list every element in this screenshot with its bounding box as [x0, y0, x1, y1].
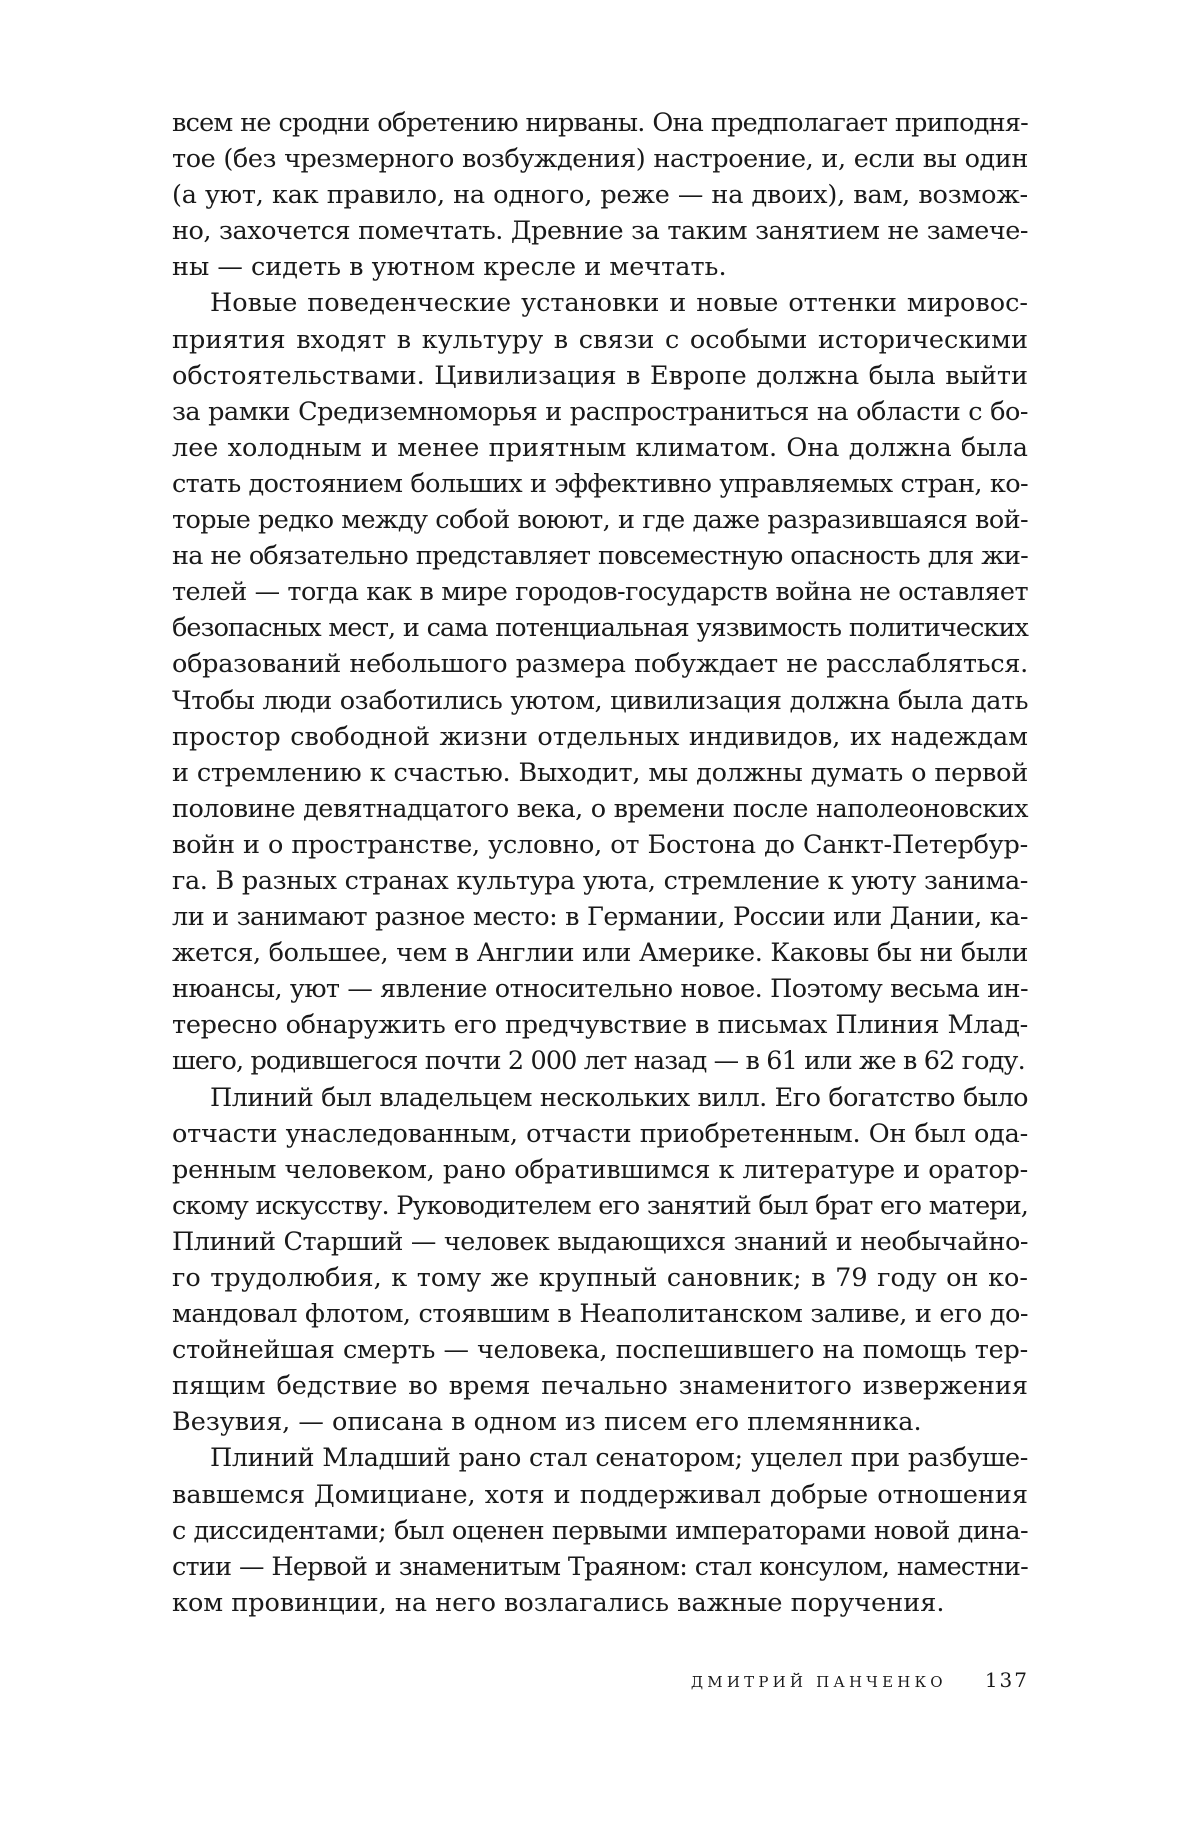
page-number: 137 [984, 1668, 1029, 1692]
text-line: войн и о пространстве, условно, от Бостона до Санкт-Петербур- [172, 829, 1028, 860]
text-line: Везувия, — описана в одном из писем его племянника. [172, 1407, 922, 1438]
text-line: и стремлению к счастью. Выходит, мы должны думать о первой [172, 757, 1028, 788]
text-line: но, захочется помечтать. Древние за таким занятием не замече- [172, 216, 1028, 247]
paragraph-first-line: Новые поведенческие установки и новые оттенки мировос- [210, 288, 1028, 319]
paragraph-first-line: Плиний был владельцем нескольких вилл. Его богатство было [210, 1082, 1028, 1113]
body-text [172, 105, 1028, 1621]
text-line: с диссидентами; был оценен первыми императорами новой дина- [172, 1515, 1028, 1546]
text-line: Плиний Старший — человек выдающихся знаний и необычайно- [172, 1226, 1028, 1257]
paragraph-first-line: Плиний Младший рано стал сенатором; уцелел при разбуше- [210, 1443, 1028, 1474]
text-line: образований небольшого размера побуждает не расслабляться. [172, 649, 1028, 680]
text-line: за рамки Средиземноморья и распространиться на области с бо- [172, 396, 1028, 427]
text-line: нюансы, уют — явление относительно новое. Поэтому весьма ин- [172, 974, 1028, 1005]
text-line: телей — тогда как в мире городов-государств война не оставляет [172, 577, 1028, 608]
text-line: торые редко между собой воюют, и где даже разразившаяся вой- [172, 505, 1028, 536]
text-line: вавшемся Домициане, хотя и поддерживал добрые отношения [172, 1479, 1028, 1510]
text-line: всем не сродни обретению нирваны. Она предполагает приподня- [172, 108, 1028, 138]
text-line: ли и занимают разное место: в Германии, России или Дании, ка- [172, 902, 1028, 933]
text-line: жется, большее, чем в Англии или Америке. Каковы бы ни были [172, 938, 1028, 969]
text-line: ком провинции, на него возлагались важные поручения. [172, 1587, 945, 1618]
text-line: ренным человеком, рано обратившимся к литературе и оратор- [172, 1154, 1028, 1185]
text-line: приятия входят в культуру в связи с особыми историческими [172, 324, 1028, 355]
text-line: мандовал флотом, стоявшим в Неаполитанском заливе, и его до- [172, 1299, 1028, 1330]
text-line: лее холодным и менее приятным климатом. Она должна была [172, 432, 1028, 463]
text-line: шего, родившегося почти 2 000 лет назад — в 61 или же в 62 году. [172, 1046, 1025, 1077]
text-line: скому искусству. Руководителем его занятий был брат его матери, [172, 1190, 1028, 1221]
text-line: Чтобы люди озаботились уютом, цивилизация должна была дать [172, 685, 1028, 716]
text-line: простор свободной жизни отдельных индивидов, их надеждам [172, 721, 1028, 752]
text-line: го трудолюбия, к тому же крупный сановник; в 79 году он ко- [172, 1263, 1028, 1293]
text-line: половине девятнадцатого века, о времени после наполеоновских [172, 793, 1028, 824]
text-line: безопасных мест, и сама потенциальная уязвимость политических [172, 613, 1028, 644]
text-line: на не обязательно представляет повсеместную опасность для жи- [172, 541, 1028, 572]
text-line: обстоятельствами. Цивилизация в Европе должна была выйти [172, 360, 1028, 391]
text-line: га. В разных странах культура уюта, стремление к уюту занима- [172, 865, 1028, 896]
text-line: тересно обнаружить его предчувствие в письмах Плиния Млад- [172, 1010, 1028, 1041]
text-line: стать достоянием больших и эффективно управляемых стран, ко- [172, 468, 1028, 499]
text-line: (а уют, как правило, на одного, реже — на двоих), вам, возмож- [172, 180, 1028, 211]
text-line: стойнейшая смерть — человека, поспешившего на помощь тер- [172, 1335, 1028, 1366]
text-line: отчасти унаследованным, отчасти приобретенным. Он был ода- [172, 1118, 1028, 1149]
text-line: тое (без чрезмерного возбуждения) настроение, и, если вы один [172, 144, 1028, 175]
text-line: ны — сидеть в уютном кресле и мечтать. [172, 252, 727, 283]
running-footer [691, 1668, 1029, 1692]
author-name: ДМИТРИЙ ПАНЧЕНКО [690, 1673, 947, 1691]
text-line: пящим бедствие во время печально знаменитого извержения [172, 1371, 1028, 1402]
text-line: стии — Нервой и знаменитым Траяном: стал консулом, наместни- [172, 1551, 1028, 1582]
